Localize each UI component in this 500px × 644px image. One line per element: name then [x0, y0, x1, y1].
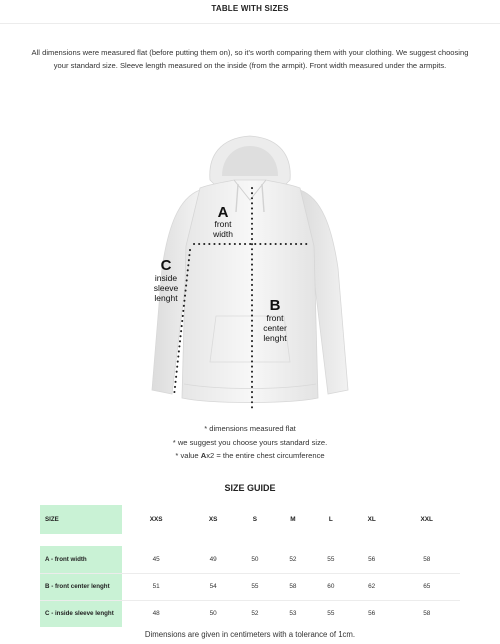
- table-cell: 52: [289, 555, 297, 563]
- table-cell: 53: [274, 600, 312, 627]
- table-cell: 45: [152, 555, 160, 563]
- size-header-cell: S: [252, 516, 258, 523]
- page-title: TABLE WITH SIZES: [211, 4, 289, 13]
- label-c-line3: lenght: [154, 293, 178, 303]
- label-c-letter: C: [160, 257, 172, 274]
- table-cell: 55: [327, 555, 335, 563]
- page-header: [0, 0, 500, 24]
- size-header-cell: XL: [367, 516, 376, 523]
- note-line-3-bold: A: [200, 451, 207, 460]
- table-cell: 58: [423, 555, 431, 563]
- table-header-row: [40, 505, 460, 534]
- label-c-line1: inside: [154, 273, 178, 283]
- intro-text: All dimensions were measured flat (before putting them on), so it's worth comparing them with your clothing. We suggest choosing your standard size. Sleeve length measured on the inside (from the armpit). Front width measured under the armpits.: [31, 48, 469, 70]
- table-row: [40, 600, 460, 627]
- size-header-cell: M: [290, 516, 296, 523]
- note-line-1: * dimensions measured flat: [204, 424, 296, 433]
- table-cell: 58: [394, 600, 461, 627]
- table-cell: 58: [274, 573, 312, 600]
- table-row: [40, 546, 460, 573]
- label-b-line3: lenght: [263, 333, 287, 343]
- table-cell: 50: [251, 555, 259, 563]
- size-header-cell: XXL: [420, 516, 433, 523]
- note-line-3-prefix: * value: [175, 451, 201, 460]
- size-header-cell: XS: [208, 516, 218, 523]
- table-cell: 52: [236, 600, 274, 627]
- row-label: B - front center lenght: [40, 573, 122, 600]
- table-cell: 50: [190, 600, 236, 627]
- table-cell: 56: [368, 555, 376, 563]
- table-cell: 51: [122, 573, 190, 600]
- note-line-3: [0, 449, 500, 463]
- label-b-line2: center: [263, 323, 287, 333]
- size-header-cell: L: [328, 516, 333, 523]
- table-cell: 60: [312, 573, 350, 600]
- dimensions-footnote: Dimensions are given in centimeters with a tolerance of 1cm.: [144, 630, 356, 639]
- label-a-line2: width: [213, 229, 233, 239]
- header-size-label: SIZE: [40, 505, 122, 534]
- table-row: [40, 573, 460, 600]
- table-cell: 56: [350, 600, 394, 627]
- label-c-line2: sleeve: [153, 283, 179, 293]
- label-a-letter: A: [217, 204, 229, 221]
- hoodie-measurement-figure: [130, 128, 370, 413]
- table-cell: 49: [209, 555, 217, 563]
- label-a-line1: front: [214, 219, 232, 229]
- size-guide-table: [40, 505, 460, 627]
- note-line-3-suffix: x2 = the entire chest circumference: [206, 451, 325, 460]
- table-cell: 62: [350, 573, 394, 600]
- table-spacer-row: [40, 534, 460, 546]
- table-cell: 55: [236, 573, 274, 600]
- hoodie-illustration: [130, 128, 370, 413]
- row-label: C - inside sleeve lenght: [40, 600, 122, 627]
- label-b-letter: B: [269, 297, 281, 314]
- size-guide-title: SIZE GUIDE: [224, 483, 276, 493]
- table-cell: 65: [394, 573, 461, 600]
- table-cell: 55: [312, 600, 350, 627]
- label-b-line1: front: [266, 313, 284, 323]
- size-header-cell: XXS: [149, 516, 163, 523]
- note-line-2: * we suggest you choose yours standard size.: [172, 437, 328, 447]
- body-shape: [182, 180, 318, 403]
- table-cell: 54: [190, 573, 236, 600]
- measurement-notes: [0, 422, 500, 463]
- row-label: A - front width: [40, 546, 122, 573]
- table-cell: 48: [122, 600, 190, 627]
